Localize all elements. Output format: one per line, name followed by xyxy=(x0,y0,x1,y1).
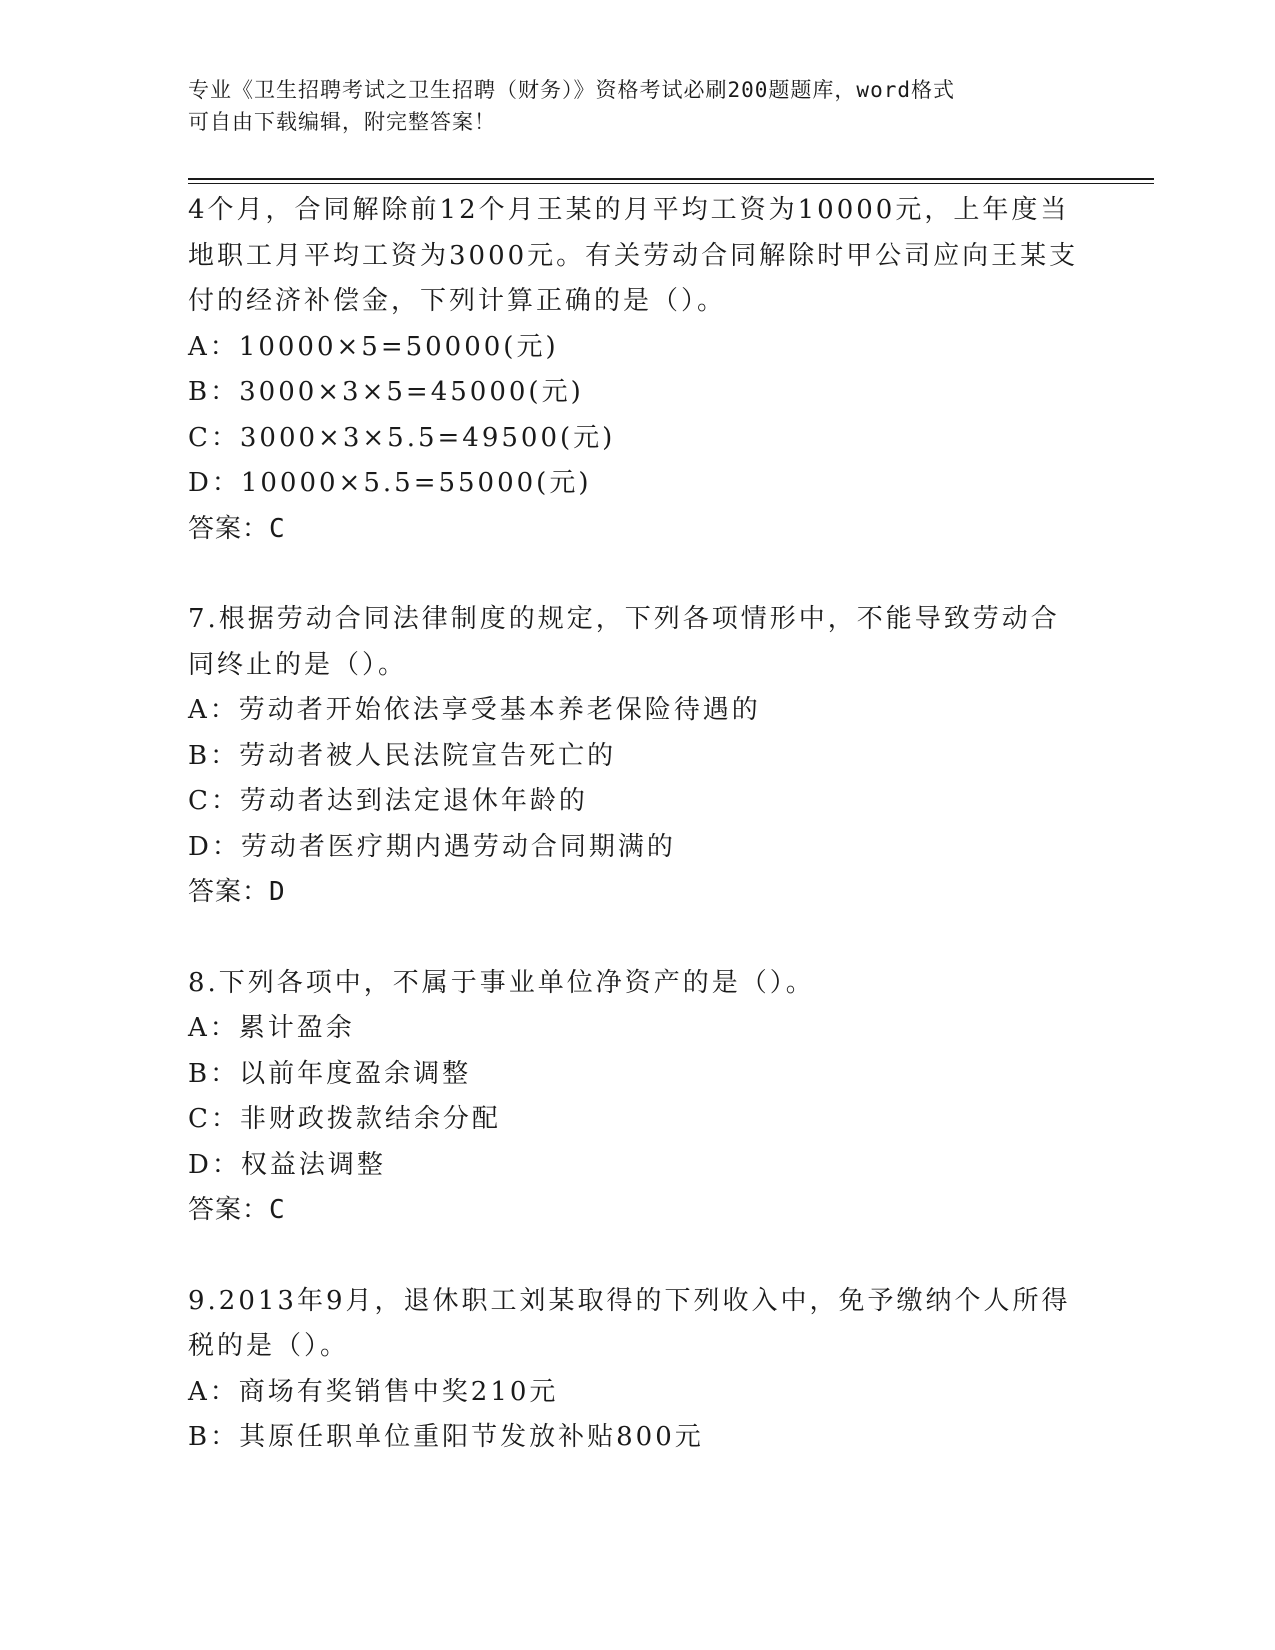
header-line-2: 可自由下载编辑，附完整答案！ xyxy=(188,110,496,134)
option-a: A：商场有奖销售中奖210元 xyxy=(188,1376,559,1407)
question-block-7 xyxy=(188,597,1088,916)
question-spacer xyxy=(188,1234,1088,1279)
option-b: B：以前年度盈余调整 xyxy=(188,1058,472,1089)
answer-line: 答案：C xyxy=(188,513,286,544)
question-spacer xyxy=(188,552,1088,597)
question-text-line: 9.2013年9月，退休职工刘某取得的下列收入中，免予缴纳个人所得 xyxy=(188,1285,1071,1316)
question-text-line: 付的经济补偿金，下列计算正确的是（）。 xyxy=(188,286,727,316)
option-a: A：10000×5=50000(元) xyxy=(188,331,559,362)
option-c: C：非财政拨款结余分配 xyxy=(188,1104,501,1134)
question-text-line: 8.下列各项中，不属于事业单位净资产的是（）。 xyxy=(188,967,815,998)
question-text-line: 7.根据劳动合同法律制度的规定，下列各项情形中，不能导致劳动合 xyxy=(188,604,1060,634)
question-block-6-continued xyxy=(188,188,1088,552)
option-c: C：3000×3×5.5=49500(元) xyxy=(188,422,616,453)
header-divider-thick xyxy=(188,178,1154,180)
question-block-8 xyxy=(188,961,1088,1234)
answer-line: 答案：D xyxy=(188,877,286,907)
option-a: A：累计盈余 xyxy=(188,1013,355,1043)
header-line-1: 专业《卫生招聘考试之卫生招聘（财务）》资格考试必刷200题题库，word格式 xyxy=(188,78,955,102)
document-header xyxy=(188,74,1068,138)
question-text-line: 地职工月平均工资为3000元。有关劳动合同解除时甲公司应向王某支 xyxy=(188,240,1079,271)
option-d: D：劳动者医疗期内遇劳动合同期满的 xyxy=(188,831,676,862)
question-text-line: 同终止的是（）。 xyxy=(188,649,408,680)
option-c: C：劳动者达到法定退休年龄的 xyxy=(188,786,588,816)
header-divider-thin xyxy=(188,183,1154,184)
option-b: B：3000×3×5=45000(元) xyxy=(188,377,584,407)
option-a: A：劳动者开始依法享受基本养老保险待遇的 xyxy=(188,695,761,725)
option-d: D：权益法调整 xyxy=(188,1149,386,1180)
question-content xyxy=(188,188,1088,1461)
question-spacer xyxy=(188,916,1088,961)
option-b: B：劳动者被人民法院宣告死亡的 xyxy=(188,740,617,771)
question-block-9 xyxy=(188,1279,1088,1461)
option-b: B：其原任职单位重阳节发放补贴800元 xyxy=(188,1422,704,1452)
option-d: D：10000×5.5=55000(元) xyxy=(188,468,592,498)
question-text-line: 4个月，合同解除前12个月王某的月平均工资为10000元，上年度当 xyxy=(188,195,1070,225)
answer-line: 答案：C xyxy=(188,1195,286,1225)
question-text-line: 税的是（）。 xyxy=(188,1331,350,1361)
